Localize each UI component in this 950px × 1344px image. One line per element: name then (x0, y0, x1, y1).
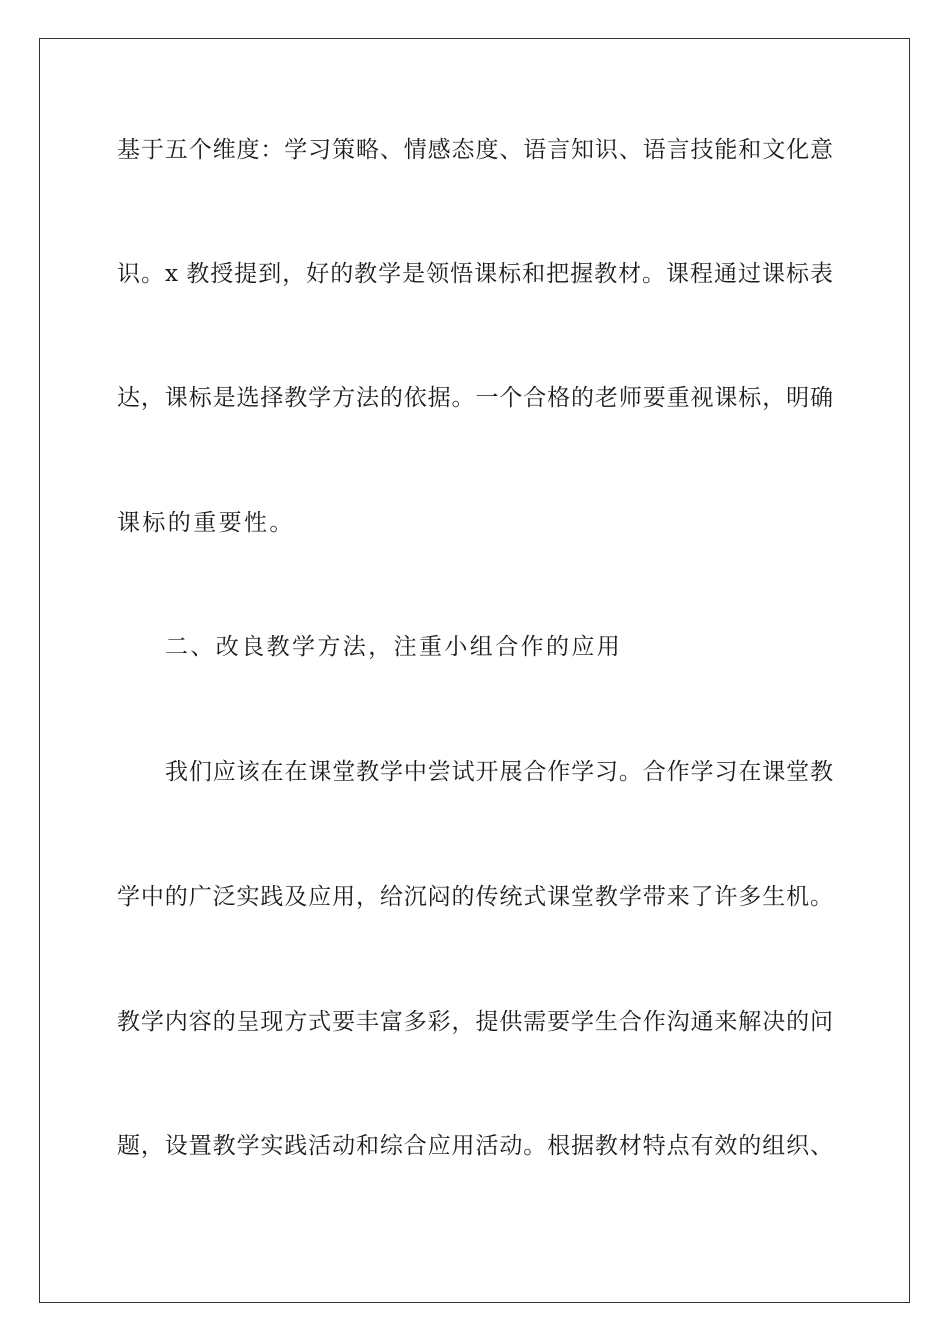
paragraph-line-2: 识。x 教授提到，好的教学是领悟课标和把握教材。课程通过课标表 (117, 261, 833, 287)
page-border (39, 38, 910, 1303)
paragraph-line-5: 我们应该在在课堂教学中尝试开展合作学习。合作学习在课堂教 (165, 759, 833, 785)
paragraph-line-3: 达，课标是选择教学方法的依据。一个合格的老师要重视课标，明确 (117, 385, 833, 411)
paragraph-line-7: 教学内容的呈现方式要丰富多彩，提供需要学生合作沟通来解决的问 (117, 1009, 833, 1035)
section-heading: 二、改良教学方法，注重小组合作的应用 (165, 634, 623, 660)
paragraph-line-4: 课标的重要性。 (117, 510, 295, 536)
paragraph-line-8: 题，设置教学实践活动和综合应用活动。根据教材特点有效的组织、 (117, 1133, 833, 1159)
paragraph-line-6: 学中的广泛实践及应用，给沉闷的传统式课堂教学带来了许多生机。 (117, 884, 833, 910)
paragraph-line-1: 基于五个维度：学习策略、情感态度、语言知识、语言技能和文化意 (117, 137, 833, 163)
